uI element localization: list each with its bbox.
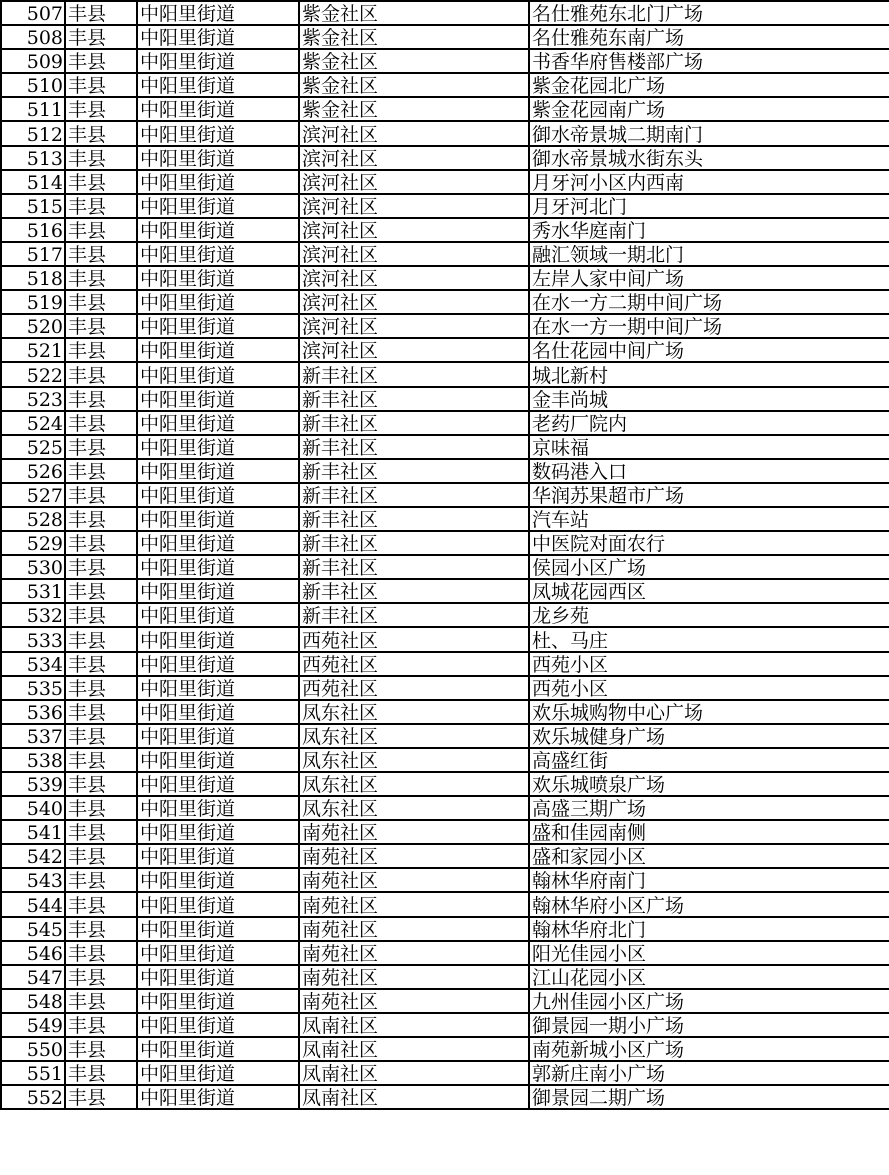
- cell-community[interactable]: 滨河社区: [299, 314, 529, 338]
- cell-location[interactable]: 华润苏果超市广场: [529, 483, 889, 507]
- cell-location[interactable]: 欢乐城喷泉广场: [529, 772, 889, 796]
- cell-row-number[interactable]: 546: [1, 941, 65, 965]
- table-row: [1, 868, 889, 892]
- cell-community[interactable]: 新丰社区: [299, 579, 529, 603]
- cell-street[interactable]: 中阳里街道: [137, 989, 299, 1013]
- cell-county[interactable]: 丰县: [65, 73, 137, 97]
- cell-community[interactable]: 新丰社区: [299, 483, 529, 507]
- cell-community[interactable]: 滨河社区: [299, 242, 529, 266]
- table-row: [1, 1, 889, 25]
- cell-location[interactable]: 名仕花园中间广场: [529, 338, 889, 362]
- cell-community[interactable]: 紫金社区: [299, 25, 529, 49]
- cell-county[interactable]: 丰县: [65, 892, 137, 916]
- cell-county[interactable]: 丰县: [65, 989, 137, 1013]
- table-row: [1, 989, 889, 1013]
- cell-street[interactable]: 中阳里街道: [137, 121, 299, 145]
- table-body: [1, 1, 889, 1109]
- cell-location[interactable]: 盛和佳园南侧: [529, 820, 889, 844]
- cell-street[interactable]: 中阳里街道: [137, 652, 299, 676]
- cell-county[interactable]: 丰县: [65, 435, 137, 459]
- cell-row-number[interactable]: 544: [1, 892, 65, 916]
- cell-street[interactable]: 中阳里街道: [137, 266, 299, 290]
- cell-street[interactable]: 中阳里街道: [137, 676, 299, 700]
- cell-location[interactable]: 数码港入口: [529, 459, 889, 483]
- cell-street[interactable]: 中阳里街道: [137, 748, 299, 772]
- cell-street[interactable]: 中阳里街道: [137, 25, 299, 49]
- cell-street[interactable]: 中阳里街道: [137, 965, 299, 989]
- cell-county[interactable]: 丰县: [65, 844, 137, 868]
- cell-street[interactable]: 中阳里街道: [137, 73, 299, 97]
- table-row: [1, 146, 889, 170]
- cell-county[interactable]: 丰县: [65, 483, 137, 507]
- table-row: [1, 25, 889, 49]
- cell-community[interactable]: 西苑社区: [299, 652, 529, 676]
- table-row: [1, 820, 889, 844]
- cell-community[interactable]: 滨河社区: [299, 194, 529, 218]
- cell-county[interactable]: 丰县: [65, 25, 137, 49]
- table-row: [1, 676, 889, 700]
- cell-row-number[interactable]: 513: [1, 146, 65, 170]
- cell-location[interactable]: 月牙河北门: [529, 194, 889, 218]
- cell-county[interactable]: 丰县: [65, 941, 137, 965]
- cell-county[interactable]: 丰县: [65, 266, 137, 290]
- cell-community[interactable]: 凤南社区: [299, 1085, 529, 1109]
- cell-row-number[interactable]: 531: [1, 579, 65, 603]
- cell-location[interactable]: 侯园小区广场: [529, 555, 889, 579]
- cell-row-number[interactable]: 514: [1, 170, 65, 194]
- cell-location[interactable]: 西苑小区: [529, 652, 889, 676]
- cell-county[interactable]: 丰县: [65, 579, 137, 603]
- cell-street[interactable]: 中阳里街道: [137, 555, 299, 579]
- cell-county[interactable]: 丰县: [65, 218, 137, 242]
- cell-location[interactable]: 龙乡苑: [529, 603, 889, 627]
- cell-community[interactable]: 凤南社区: [299, 1037, 529, 1061]
- cell-location[interactable]: 金丰尚城: [529, 387, 889, 411]
- cell-row-number[interactable]: 526: [1, 459, 65, 483]
- cell-community[interactable]: 滨河社区: [299, 146, 529, 170]
- cell-community[interactable]: 新丰社区: [299, 603, 529, 627]
- cell-street[interactable]: 中阳里街道: [137, 1, 299, 25]
- table-row: [1, 49, 889, 73]
- table-row: [1, 724, 889, 748]
- table-row: [1, 892, 889, 916]
- cell-location[interactable]: 翰林华府南门: [529, 868, 889, 892]
- cell-row-number[interactable]: 516: [1, 218, 65, 242]
- cell-county[interactable]: 丰县: [65, 555, 137, 579]
- table-row: [1, 387, 889, 411]
- cell-community[interactable]: 南苑社区: [299, 917, 529, 941]
- table-row: [1, 917, 889, 941]
- cell-county[interactable]: 丰县: [65, 603, 137, 627]
- cell-row-number[interactable]: 543: [1, 868, 65, 892]
- cell-location[interactable]: 九州佳园小区广场: [529, 989, 889, 1013]
- table-row: [1, 1085, 889, 1109]
- cell-row-number[interactable]: 551: [1, 1061, 65, 1085]
- cell-row-number[interactable]: 534: [1, 652, 65, 676]
- cell-row-number[interactable]: 542: [1, 844, 65, 868]
- table-row: [1, 844, 889, 868]
- cell-row-number[interactable]: 524: [1, 411, 65, 435]
- cell-row-number[interactable]: 517: [1, 242, 65, 266]
- cell-county[interactable]: 丰县: [65, 700, 137, 724]
- cell-county[interactable]: 丰县: [65, 242, 137, 266]
- cell-street[interactable]: 中阳里街道: [137, 531, 299, 555]
- cell-county[interactable]: 丰县: [65, 507, 137, 531]
- table-row: [1, 290, 889, 314]
- cell-row-number[interactable]: 552: [1, 1085, 65, 1109]
- cell-community[interactable]: 南苑社区: [299, 941, 529, 965]
- cell-location[interactable]: 高盛三期广场: [529, 796, 889, 820]
- table-row: [1, 531, 889, 555]
- cell-street[interactable]: 中阳里街道: [137, 1037, 299, 1061]
- cell-street[interactable]: 中阳里街道: [137, 507, 299, 531]
- cell-row-number[interactable]: 512: [1, 121, 65, 145]
- cell-county[interactable]: 丰县: [65, 387, 137, 411]
- cell-county[interactable]: 丰县: [65, 314, 137, 338]
- cell-location[interactable]: 书香华府售楼部广场: [529, 49, 889, 73]
- table-row: [1, 1013, 889, 1037]
- cell-location[interactable]: 名仕雅苑东南广场: [529, 25, 889, 49]
- cell-row-number[interactable]: 508: [1, 25, 65, 49]
- cell-row-number[interactable]: 527: [1, 483, 65, 507]
- cell-street[interactable]: 中阳里街道: [137, 290, 299, 314]
- cell-street[interactable]: 中阳里街道: [137, 314, 299, 338]
- cell-row-number[interactable]: 532: [1, 603, 65, 627]
- cell-row-number[interactable]: 549: [1, 1013, 65, 1037]
- cell-community[interactable]: 凤南社区: [299, 1013, 529, 1037]
- cell-street[interactable]: 中阳里街道: [137, 362, 299, 386]
- cell-street[interactable]: 中阳里街道: [137, 700, 299, 724]
- cell-county[interactable]: 丰县: [65, 772, 137, 796]
- cell-community[interactable]: 紫金社区: [299, 1, 529, 25]
- cell-location[interactable]: 南苑新城小区广场: [529, 1037, 889, 1061]
- cell-county[interactable]: 丰县: [65, 676, 137, 700]
- cell-community[interactable]: 南苑社区: [299, 820, 529, 844]
- cell-row-number[interactable]: 518: [1, 266, 65, 290]
- cell-community[interactable]: 南苑社区: [299, 989, 529, 1013]
- cell-row-number[interactable]: 547: [1, 965, 65, 989]
- cell-county[interactable]: 丰县: [65, 290, 137, 314]
- cell-location[interactable]: 欢乐城购物中心广场: [529, 700, 889, 724]
- cell-location[interactable]: 在水一方二期中间广场: [529, 290, 889, 314]
- table-row: [1, 507, 889, 531]
- cell-community[interactable]: 新丰社区: [299, 387, 529, 411]
- cell-location[interactable]: 御水帝景城水街东头: [529, 146, 889, 170]
- cell-county[interactable]: 丰县: [65, 411, 137, 435]
- table-row: [1, 97, 889, 121]
- table-row: [1, 483, 889, 507]
- cell-street[interactable]: 中阳里街道: [137, 1085, 299, 1109]
- cell-community[interactable]: 西苑社区: [299, 676, 529, 700]
- cell-street[interactable]: 中阳里街道: [137, 603, 299, 627]
- cell-location[interactable]: 左岸人家中间广场: [529, 266, 889, 290]
- cell-street[interactable]: 中阳里街道: [137, 411, 299, 435]
- cell-row-number[interactable]: 509: [1, 49, 65, 73]
- cell-community[interactable]: 南苑社区: [299, 844, 529, 868]
- cell-location[interactable]: 翰林华府小区广场: [529, 892, 889, 916]
- cell-county[interactable]: 丰县: [65, 362, 137, 386]
- cell-location[interactable]: 阳光佳园小区: [529, 941, 889, 965]
- cell-county[interactable]: 丰县: [65, 194, 137, 218]
- cell-street[interactable]: 中阳里街道: [137, 338, 299, 362]
- table-row: [1, 266, 889, 290]
- cell-row-number[interactable]: 550: [1, 1037, 65, 1061]
- cell-location[interactable]: 融汇领域一期北门: [529, 242, 889, 266]
- cell-street[interactable]: 中阳里街道: [137, 49, 299, 73]
- table-row: [1, 1061, 889, 1085]
- cell-community[interactable]: 滨河社区: [299, 266, 529, 290]
- cell-row-number[interactable]: 519: [1, 290, 65, 314]
- cell-street[interactable]: 中阳里街道: [137, 483, 299, 507]
- table-row: [1, 194, 889, 218]
- table-row: [1, 772, 889, 796]
- cell-community[interactable]: 南苑社区: [299, 965, 529, 989]
- cell-location[interactable]: 紫金花园北广场: [529, 73, 889, 97]
- table-row: [1, 555, 889, 579]
- table-row: [1, 700, 889, 724]
- cell-location[interactable]: 紫金花园南广场: [529, 97, 889, 121]
- cell-county[interactable]: 丰县: [65, 652, 137, 676]
- cell-row-number[interactable]: 522: [1, 362, 65, 386]
- table-row: [1, 965, 889, 989]
- table-row: [1, 411, 889, 435]
- cell-community[interactable]: 新丰社区: [299, 411, 529, 435]
- cell-street[interactable]: 中阳里街道: [137, 459, 299, 483]
- cell-county[interactable]: 丰县: [65, 965, 137, 989]
- cell-location[interactable]: 汽车站: [529, 507, 889, 531]
- cell-row-number[interactable]: 540: [1, 796, 65, 820]
- cell-location[interactable]: 京味福: [529, 435, 889, 459]
- cell-county[interactable]: 丰县: [65, 338, 137, 362]
- cell-street[interactable]: 中阳里街道: [137, 170, 299, 194]
- cell-location[interactable]: 杜、马庄: [529, 627, 889, 651]
- cell-street[interactable]: 中阳里街道: [137, 917, 299, 941]
- cell-location[interactable]: 名仕雅苑东北门广场: [529, 1, 889, 25]
- table-row: [1, 170, 889, 194]
- table-row: [1, 652, 889, 676]
- cell-county[interactable]: 丰县: [65, 917, 137, 941]
- cell-community[interactable]: 凤南社区: [299, 1061, 529, 1085]
- cell-row-number[interactable]: 529: [1, 531, 65, 555]
- cell-row-number[interactable]: 525: [1, 435, 65, 459]
- table-row: [1, 242, 889, 266]
- cell-community[interactable]: 南苑社区: [299, 892, 529, 916]
- table-row: [1, 121, 889, 145]
- cell-street[interactable]: 中阳里街道: [137, 579, 299, 603]
- cell-location[interactable]: 在水一方一期中间广场: [529, 314, 889, 338]
- cell-row-number[interactable]: 520: [1, 314, 65, 338]
- cell-community[interactable]: 南苑社区: [299, 868, 529, 892]
- cell-row-number[interactable]: 539: [1, 772, 65, 796]
- table-row: [1, 603, 889, 627]
- cell-street[interactable]: 中阳里街道: [137, 868, 299, 892]
- cell-community[interactable]: 凤东社区: [299, 748, 529, 772]
- cell-row-number[interactable]: 548: [1, 989, 65, 1013]
- cell-row-number[interactable]: 541: [1, 820, 65, 844]
- cell-row-number[interactable]: 511: [1, 97, 65, 121]
- table-row: [1, 579, 889, 603]
- cell-community[interactable]: 新丰社区: [299, 531, 529, 555]
- cell-row-number[interactable]: 507: [1, 1, 65, 25]
- cell-row-number[interactable]: 515: [1, 194, 65, 218]
- cell-location[interactable]: 秀水华庭南门: [529, 218, 889, 242]
- table-row: [1, 338, 889, 362]
- cell-community[interactable]: 新丰社区: [299, 507, 529, 531]
- cell-community[interactable]: 西苑社区: [299, 627, 529, 651]
- cell-street[interactable]: 中阳里街道: [137, 820, 299, 844]
- cell-street[interactable]: 中阳里街道: [137, 844, 299, 868]
- table-row: [1, 73, 889, 97]
- cell-street[interactable]: 中阳里街道: [137, 627, 299, 651]
- cell-street[interactable]: 中阳里街道: [137, 387, 299, 411]
- table-row: [1, 1037, 889, 1061]
- table-row: [1, 748, 889, 772]
- cell-location[interactable]: 郭新庄南小广场: [529, 1061, 889, 1085]
- cell-county[interactable]: 丰县: [65, 531, 137, 555]
- cell-location[interactable]: 盛和家园小区: [529, 844, 889, 868]
- cell-county[interactable]: 丰县: [65, 820, 137, 844]
- cell-community[interactable]: 新丰社区: [299, 435, 529, 459]
- cell-row-number[interactable]: 510: [1, 73, 65, 97]
- cell-location[interactable]: 高盛红街: [529, 748, 889, 772]
- cell-county[interactable]: 丰县: [65, 748, 137, 772]
- cell-community[interactable]: 新丰社区: [299, 362, 529, 386]
- cell-street[interactable]: 中阳里街道: [137, 772, 299, 796]
- table-row: [1, 941, 889, 965]
- cell-county[interactable]: 丰县: [65, 146, 137, 170]
- cell-community[interactable]: 凤东社区: [299, 700, 529, 724]
- cell-location[interactable]: 凤城花园西区: [529, 579, 889, 603]
- cell-community[interactable]: 滨河社区: [299, 218, 529, 242]
- cell-row-number[interactable]: 528: [1, 507, 65, 531]
- table-row: [1, 435, 889, 459]
- cell-community[interactable]: 新丰社区: [299, 555, 529, 579]
- cell-community[interactable]: 新丰社区: [299, 459, 529, 483]
- cell-community[interactable]: 滨河社区: [299, 290, 529, 314]
- cell-row-number[interactable]: 530: [1, 555, 65, 579]
- cell-location[interactable]: 城北新村: [529, 362, 889, 386]
- cell-street[interactable]: 中阳里街道: [137, 1013, 299, 1037]
- cell-community[interactable]: 紫金社区: [299, 73, 529, 97]
- table-row: [1, 459, 889, 483]
- cell-county[interactable]: 丰县: [65, 1085, 137, 1109]
- cell-community[interactable]: 滨河社区: [299, 121, 529, 145]
- cell-row-number[interactable]: 545: [1, 917, 65, 941]
- cell-location[interactable]: 翰林华府北门: [529, 917, 889, 941]
- cell-street[interactable]: 中阳里街道: [137, 892, 299, 916]
- cell-community[interactable]: 滨河社区: [299, 338, 529, 362]
- cell-street[interactable]: 中阳里街道: [137, 218, 299, 242]
- table-row: [1, 362, 889, 386]
- cell-street[interactable]: 中阳里街道: [137, 194, 299, 218]
- cell-location[interactable]: 御水帝景城二期南门: [529, 121, 889, 145]
- cell-county[interactable]: 丰县: [65, 97, 137, 121]
- cell-community[interactable]: 紫金社区: [299, 49, 529, 73]
- table-row: [1, 314, 889, 338]
- cell-county[interactable]: 丰县: [65, 627, 137, 651]
- cell-row-number[interactable]: 537: [1, 724, 65, 748]
- cell-county[interactable]: 丰县: [65, 1037, 137, 1061]
- cell-row-number[interactable]: 521: [1, 338, 65, 362]
- table-row: [1, 796, 889, 820]
- cell-row-number[interactable]: 533: [1, 627, 65, 651]
- cell-community[interactable]: 滨河社区: [299, 170, 529, 194]
- cell-location[interactable]: 中医院对面农行: [529, 531, 889, 555]
- cell-location[interactable]: 江山花园小区: [529, 965, 889, 989]
- cell-county[interactable]: 丰县: [65, 1013, 137, 1037]
- cell-row-number[interactable]: 538: [1, 748, 65, 772]
- cell-row-number[interactable]: 536: [1, 700, 65, 724]
- cell-street[interactable]: 中阳里街道: [137, 796, 299, 820]
- cell-county[interactable]: 丰县: [65, 724, 137, 748]
- cell-street[interactable]: 中阳里街道: [137, 724, 299, 748]
- cell-street[interactable]: 中阳里街道: [137, 97, 299, 121]
- cell-county[interactable]: 丰县: [65, 49, 137, 73]
- cell-location[interactable]: 西苑小区: [529, 676, 889, 700]
- cell-community[interactable]: 凤东社区: [299, 796, 529, 820]
- cell-street[interactable]: 中阳里街道: [137, 435, 299, 459]
- cell-community[interactable]: 紫金社区: [299, 97, 529, 121]
- cell-location[interactable]: 欢乐城健身广场: [529, 724, 889, 748]
- cell-county[interactable]: 丰县: [65, 1, 137, 25]
- cell-street[interactable]: 中阳里街道: [137, 242, 299, 266]
- cell-community[interactable]: 凤东社区: [299, 724, 529, 748]
- cell-community[interactable]: 凤东社区: [299, 772, 529, 796]
- cell-location[interactable]: 御景园二期广场: [529, 1085, 889, 1109]
- cell-location[interactable]: 月牙河小区内西南: [529, 170, 889, 194]
- cell-street[interactable]: 中阳里街道: [137, 941, 299, 965]
- cell-row-number[interactable]: 523: [1, 387, 65, 411]
- table-row: [1, 627, 889, 651]
- cell-county[interactable]: 丰县: [65, 868, 137, 892]
- cell-county[interactable]: 丰县: [65, 1061, 137, 1085]
- table-row: [1, 218, 889, 242]
- cell-county[interactable]: 丰县: [65, 121, 137, 145]
- cell-street[interactable]: 中阳里街道: [137, 146, 299, 170]
- cell-county[interactable]: 丰县: [65, 170, 137, 194]
- cell-location[interactable]: 御景园一期小广场: [529, 1013, 889, 1037]
- cell-location[interactable]: 老药厂院内: [529, 411, 889, 435]
- cell-street[interactable]: 中阳里街道: [137, 1061, 299, 1085]
- cell-county[interactable]: 丰县: [65, 459, 137, 483]
- cell-county[interactable]: 丰县: [65, 796, 137, 820]
- cell-row-number[interactable]: 535: [1, 676, 65, 700]
